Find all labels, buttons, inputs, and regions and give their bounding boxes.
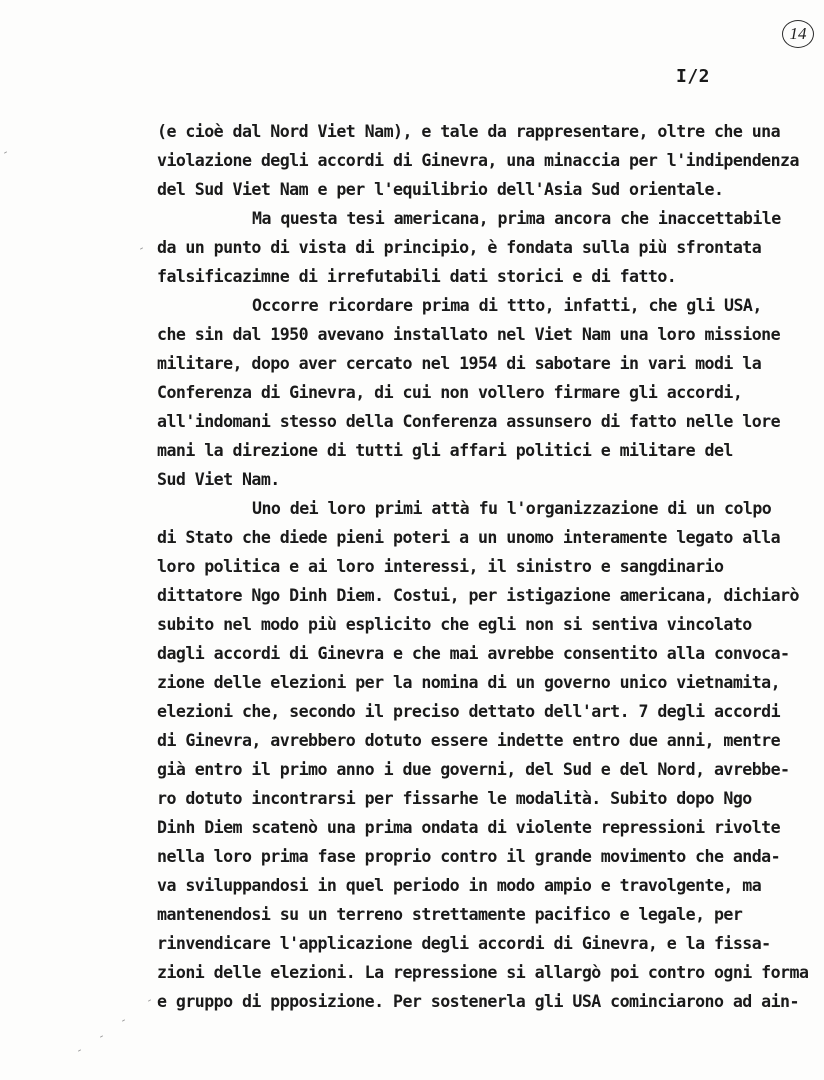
text-line: all'indomani stesso della Conferenza assunsero di fatto nelle lore xyxy=(157,412,781,431)
text-line: violazione degli accordi di Ginevra, una minaccia per l'indipendenza xyxy=(157,151,799,170)
text-line: Dinh Diem scatenò una prima ondata di violente repressioni rivolte xyxy=(157,818,781,837)
text-line: Ma questa tesi americana, prima ancora che inaccettabile xyxy=(252,209,781,228)
text-line: Sud Viet Nam. xyxy=(157,470,280,489)
page-stamp: 14 xyxy=(782,20,814,48)
text-line: mantenendosi su un terreno strettamente pacifico e legale, per xyxy=(157,905,743,924)
text-line: elezioni che, secondo il preciso dettato dell'art. 7 degli accordi xyxy=(157,702,781,721)
page-number: I/2 xyxy=(676,66,711,87)
paper-speck xyxy=(140,247,143,249)
text-line: e gruppo di ppposizione. Per sostenerla gli USA cominciarono ad ain- xyxy=(157,992,799,1011)
text-line: Conferenza di Ginevra, di cui non vollero firmare gli accordi, xyxy=(157,383,743,402)
text-line: dittatore Ngo Dinh Diem. Costui, per istigazione americana, dichiarò xyxy=(157,586,799,605)
text-line: da un punto di vista di principio, è fondata sulla più sfrontata xyxy=(157,238,762,257)
text-line: Uno dei loro primi attà fu l'organizzazione di un colpo xyxy=(252,499,772,518)
text-line: (e cioè dal Nord Viet Nam), e tale da rappresentare, oltre che una xyxy=(157,122,781,141)
text-line: subito nel modo più esplicito che egli non si sentiva vincolato xyxy=(157,615,752,634)
text-line: va sviluppandosi in quel periodo in modo ampio e travolgente, ma xyxy=(157,876,762,895)
text-line: mani la direzione di tutti gli affari politici e militare del xyxy=(157,441,733,460)
text-line: dagli accordi di Ginevra e che mai avrebbe consentito alla convoca- xyxy=(157,644,790,663)
text-line: zione delle elezioni per la nomina di un governo unico vietnamita, xyxy=(157,673,781,692)
text-line: del Sud Viet Nam e per l'equilibrio dell'Asia Sud orientale. xyxy=(157,180,724,199)
text-line: Occorre ricordare prima di ttto, infatti, che gli USA, xyxy=(252,296,762,315)
paper-speck xyxy=(4,151,7,153)
text-line: zioni delle elezioni. La repressione si allargò poi contro ogni forma xyxy=(157,963,809,982)
text-line: rinvendicare l'applicazione degli accordi di Ginevra, e la fissa- xyxy=(157,934,771,953)
text-line: che sin dal 1950 avevano installato nel Viet Nam una loro missione xyxy=(157,325,781,344)
paper-speck xyxy=(100,1035,103,1037)
text-line: falsificazimne di irrefutabili dati storici e di fatto. xyxy=(157,267,677,286)
text-line: nella loro prima fase proprio contro il grande movimento che anda- xyxy=(157,847,781,866)
text-line: di Ginevra, avrebbero dotuto essere indette entro due anni, mentre xyxy=(157,731,781,750)
text-line: ro dotuto incontrarsi per fissarhe le modalità. Subito dopo Ngo xyxy=(157,789,752,808)
text-line: loro politica e ai loro interessi, il sinistro e sangdinario xyxy=(157,557,724,576)
paper-speck xyxy=(122,1019,125,1021)
text-line: militare, dopo aver cercato nel 1954 di sabotare in vari modi la xyxy=(157,354,762,373)
paper-speck xyxy=(148,999,151,1001)
text-line: già entro il primo anno i due governi, del Sud e del Nord, avrebbe- xyxy=(157,760,790,779)
paper-speck xyxy=(78,1049,81,1051)
text-line: di Stato che diede pieni poteri a un unomo interamente legato alla xyxy=(157,528,781,547)
